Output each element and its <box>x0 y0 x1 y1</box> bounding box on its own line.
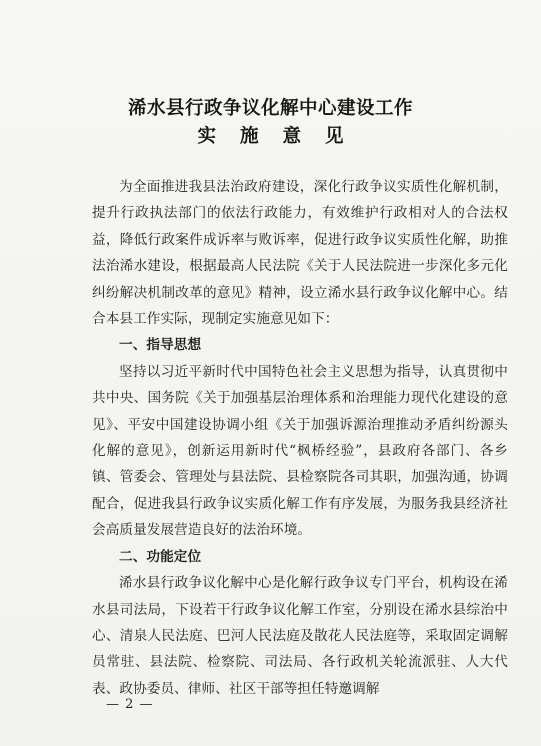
intro-paragraph: 为全面推进我县法治政府建设，深化行政争议实质性化解机制，提升行政执法部门的依法行政能力，有效维护行政相对人的合法权益，降低行政案件成诉率与败诉率，促进行政争议实质性化解，助推法治浠水建设，根据最高人民法院《关于人民法院进一步深化多元化纠纷解决机制改革的意见》精神，设立浠水县行政争议化解中心。结合本县工作实际，现制定实施意见如下： <box>92 179 508 328</box>
page-number: — 2 — <box>106 697 154 712</box>
section-paragraph-guiding-ideology: 坚持以习近平新时代中国特色社会主义思想为指导，认真贯彻中共中央、国务院《关于加强基层治理体系和治理能力现代化建设的意见》、平安中国建设协调小组《关于加强诉源治理推动矛盾纠纷源头化解的意见》，创新运用新时代“枫桥经验”，县政府各部门、各乡镇、管委会、管理处与县法院、县检察院各司其职，加强沟通，协调配合，促进我县行政争议实质化解工作有序发展，为服务我县经济社会高质量发展营造良好的法治环境。 <box>92 363 508 539</box>
section-heading-function-positioning: 二、功能定位 <box>119 548 202 565</box>
document-title-line2: 实施意见 <box>197 126 368 147</box>
document-title-line1: 浠水县行政争议化解中心建设工作 <box>127 98 413 119</box>
section-paragraph-function-positioning: 浠水县行政争议化解中心是化解行政争议专门平台，机构设在浠水县司法局，下设若干行政争议化解工作室，分别设在浠水县综治中心、清泉人民法庭、巴河人民法庭及散花人民法庭等，采取固定调解员常驻、县法院、检察院、司法局、各行政机关轮流派驻、人大代表、政协委员、律师、社区干部等担任特邀调解 <box>92 575 508 697</box>
section-heading-guiding-ideology: 一、指导思想 <box>119 337 202 354</box>
document-body <box>92 174 508 702</box>
